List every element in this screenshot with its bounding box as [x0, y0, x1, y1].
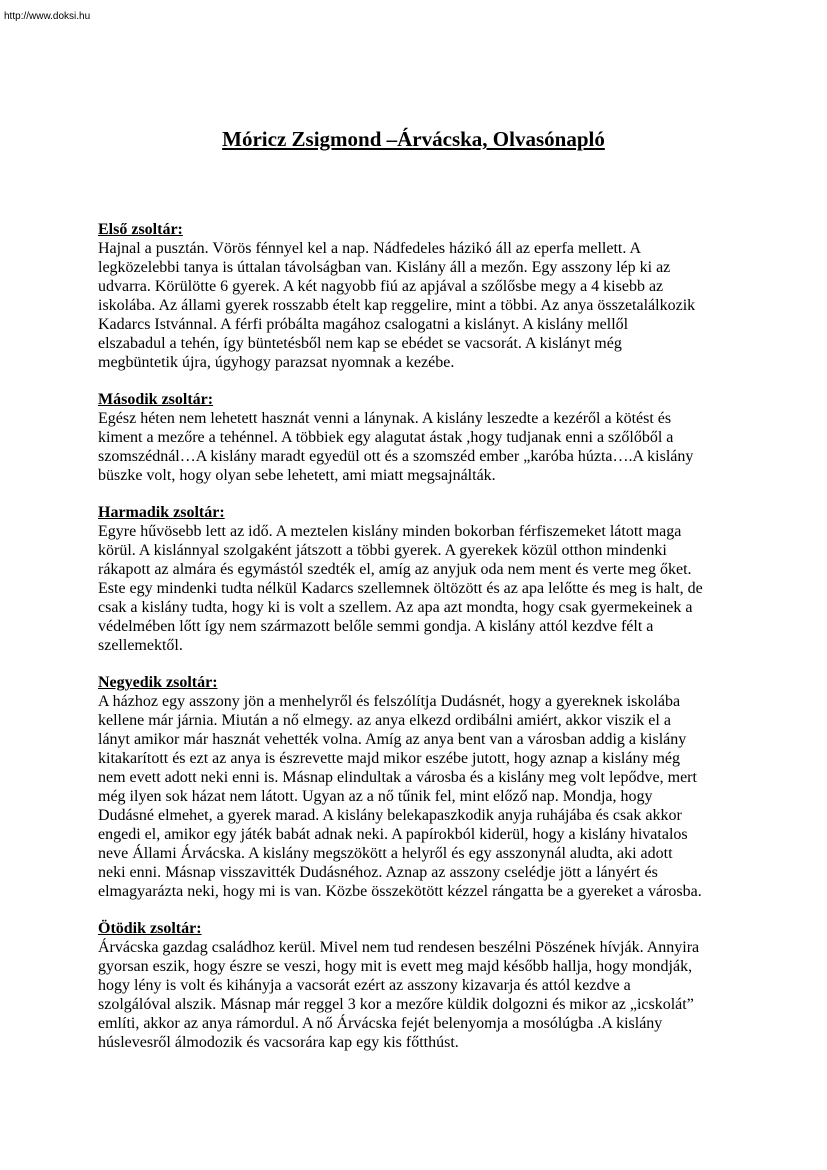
paragraph-line: csak a kislány tudta, hogy ki is volt a szellem. Az apa azt mondta, hogy csak gyermekeinek a: [98, 599, 693, 616]
paragraph-line: védelmében lőtt így nem származott belőle semmi gondja. A kislány attól kezdve félt a: [98, 618, 654, 635]
section-heading: Negyedik zsoltár:: [98, 674, 218, 691]
section-fourth-psalm: [98, 673, 738, 901]
document-body: [98, 220, 738, 1070]
paragraph-line: elszabadul a tehén, így büntetésből nem kap se ebédet se vacsorát. A kislányt még: [98, 335, 622, 352]
paragraph-line: Dudásné elmehet, a gyerek marad. A kislány belekapaszkodik anyja ruhájába és csak akkor: [98, 807, 682, 824]
paragraph-line: udvarra. Körülötte 6 gyerek. A két nagyobb fiú az apjával a szőlősbe megy a 4 kisebb az: [98, 278, 664, 295]
document-title: Móricz Zsigmond –Árvácska, Olvasónapló: [222, 127, 605, 151]
paragraph-line: lányt amikor már hasznát vehették volna. Amíg az anya bent van a városban addig a kislány: [98, 731, 687, 748]
paragraph-line: neki enni. Másnap visszavitték Dudásnéhoz. Aznap az asszony cselédje jött a lányért és: [98, 864, 658, 881]
section-heading: Első zsoltár:: [98, 221, 183, 238]
paragraph-line: hogy lény is volt és kihányja a vacsorát ezért az asszony kizavarja és attól kezdve a: [98, 977, 631, 994]
section-heading: Ötödik zsoltár:: [98, 920, 202, 937]
paragraph-line: legközelebbi tanya is úttalan távolságban van. Kislány áll a mezőn. Egy asszony lép ki az: [98, 259, 671, 276]
paragraph-line: elmagyarázta neki, hogy mi is van. Közbe összekötött kézzel rángatta be a gyereket a városba.: [98, 883, 702, 900]
paragraph-line: megbüntetik újra, úgyhogy parazsat nyomnak a kezébe.: [98, 354, 455, 371]
paragraph-line: gyorsan eszik, hogy észre se veszi, hogy mit is evett meg majd később hallja, hogy mondják,: [98, 958, 693, 975]
section-first-psalm: [98, 220, 738, 372]
paragraph-line: még ilyen sok házat nem látott. Ugyan az a nő tűnik fel, mint előző nap. Mondja, hogy: [98, 788, 653, 805]
paragraph-line: említi, akkor az anya rámordul. A nő Árvácska fejét belenyomja a mosólúgba .A kislány: [98, 1015, 663, 1032]
paragraph-line: Hajnal a pusztán. Vörös fénnyel kel a nap. Nádfedeles házikó áll az eperfa mellett. A: [98, 240, 642, 257]
section-third-psalm: [98, 503, 738, 655]
paragraph-line: Egész héten nem lehetett hasznát venni a lánynak. A kislány leszedte a kezéről a kötést és: [98, 410, 672, 427]
paragraph-line: A házhoz egy asszony jön a menhelyről és felszólítja Dudásnét, hogy a gyereknek iskolába: [98, 693, 681, 710]
paragraph-line: iskolába. Az állami gyerek rosszabb ételt kap reggelire, mint a többi. Az anya összetalálkozik: [98, 297, 696, 314]
paragraph-line: engedi el, amikor egy játék babát adnak neki. A papírokból kiderül, hogy a kislány hivatalos: [98, 826, 688, 843]
paragraph-line: kiment a mezőre a tehénnel. A többiek egy alagutat ástak ,hogy tudjanak enni a szőlőből a: [98, 429, 674, 446]
paragraph-line: kellene már járnia. Miután a nő elmegy. az anya elkezd ordibálni amiért, akkor viszik el a: [98, 712, 671, 729]
paragraph-line: Kadarcs Istvánnal. A férfi próbálta magához csalogatni a kislányt. A kislány mellől: [98, 316, 629, 333]
paragraph-line: szomszédnál…A kislány maradt egyedül ott és a szomszéd ember „karóba húzta….A kislány: [98, 448, 694, 465]
paragraph-line: kitakarított és ezt az anya is észrevette majd mikor eszébe jutott, hogy aznap a kislány még: [98, 750, 681, 767]
paragraph-line: húslevesről álmodozik és vacsorára kap egy kis főtthúst.: [98, 1034, 459, 1051]
paragraph-line: körül. A kislánnyal szolgaként játszott a többi gyerek. A gyerekek közül otthon mindenki: [98, 542, 667, 559]
section-fifth-psalm: [98, 919, 738, 1052]
section-second-psalm: [98, 390, 738, 485]
paragraph-line: szolgálóval alszik. Másnap már reggel 3 kor a mezőre küldik dolgozni és mikor az „icskolát”: [98, 996, 694, 1013]
paragraph-line: rákapott az almára és egymástól szedték el, amíg az anyjuk oda nem ment és verte meg őket.: [98, 561, 692, 578]
section-heading: Második zsoltár:: [98, 391, 214, 408]
paragraph-line: neve Állami Árvácska. A kislány megszökött a helyről és egy asszonynál aludta, aki adott: [98, 845, 673, 862]
section-heading: Harmadik zsoltár:: [98, 504, 225, 521]
paragraph-line: Árvácska gazdag családhoz kerül. Mivel nem tud rendesen beszélni Pöszének hívják. Annyira: [98, 939, 700, 956]
paragraph-line: Egyre hűvösebb lett az idő. A meztelen kislány minden bokorban férfiszemeket látott maga: [98, 523, 682, 540]
paragraph-line: szellemektől.: [98, 637, 183, 654]
source-url: http://www.doksi.hu: [4, 11, 91, 22]
paragraph-line: nem evett adott neki enni is. Másnap elindultak a városba és a kislány meg volt lepődve, mert: [98, 769, 697, 786]
paragraph-line: Este egy mindenki tudta nélkül Kadarcs szellemnek öltözött és az apa lelőtte és meg is halt, de: [98, 580, 703, 597]
paragraph-line: büszke volt, hogy olyan sebe lehetett, ami miatt megsajnálták.: [98, 467, 496, 484]
